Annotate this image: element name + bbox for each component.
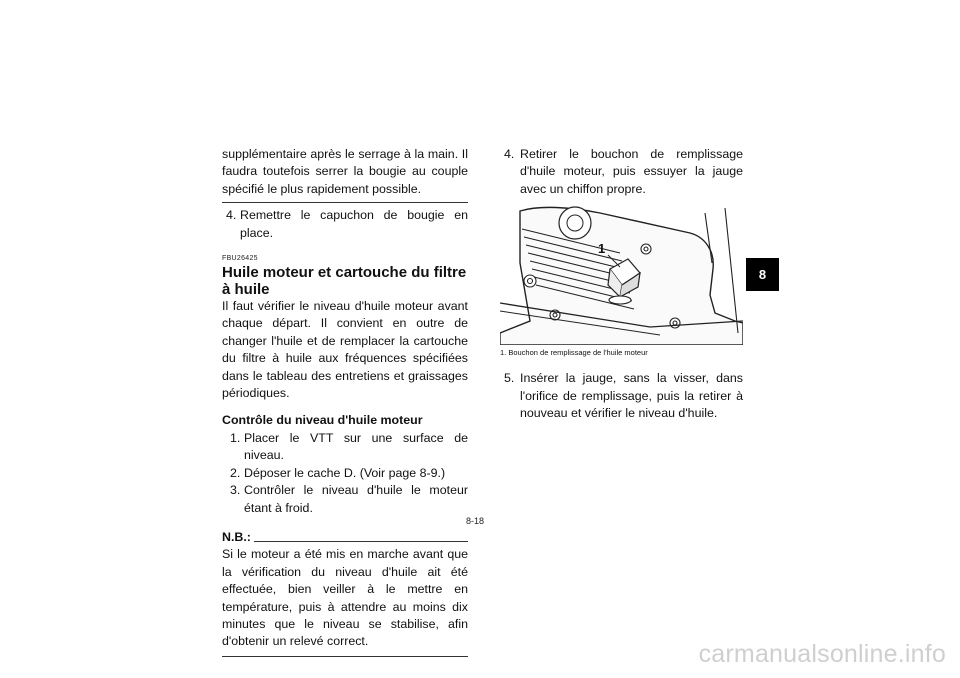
engine-illustration xyxy=(500,203,743,345)
step-number: 3. xyxy=(230,483,241,498)
left-column xyxy=(222,146,468,657)
note-rule xyxy=(254,541,468,542)
step-number: 1. xyxy=(230,430,241,445)
step-item xyxy=(222,207,468,242)
steps-list xyxy=(222,430,468,517)
step-number: 5. xyxy=(504,371,515,386)
step-text: Insérer la jauge, sans la visser, dans l'orifice de remplissage, puis la retirer à nouveau et vérifier le niveau d'huile. xyxy=(520,371,743,421)
step-text: Placer le VTT sur une surface de niveau. xyxy=(244,430,468,463)
note-text: Si le moteur a été mis en marche avant que la vérification du niveau d'huile ait été effectuée, bien veiller à le mettre en température, puis à attendre au moins dix minutes que le niveau se stabilise, afin d'obtenir un relevé correct. xyxy=(222,547,468,649)
step-item xyxy=(500,146,743,198)
step-text: Remettre le capuchon de bougie en place. xyxy=(240,208,468,240)
step-number: 4. xyxy=(504,147,515,161)
step-item xyxy=(500,370,743,422)
engine-drawing xyxy=(500,203,743,345)
step-text: Retirer le bouchon de remplissage d'huile moteur, puis essuyer la jauge avec un chiffon propre. xyxy=(520,147,743,196)
watermark-text: carmanualsonline.info xyxy=(698,640,946,668)
step-item xyxy=(222,465,468,482)
step-number: 2. xyxy=(230,465,241,480)
note-label: N.B.: xyxy=(222,529,251,544)
step-item xyxy=(222,482,468,517)
chapter-tab: 8 xyxy=(746,258,779,291)
section-paragraph: Il faut vérifier le niveau d'huile moteur avant chaque départ. Il convient en outre de changer l'huile et de remplacer la cartouche du filtre à huile aux fréquences spécifiées dans le tableau des entretiens et graissages périodiques. xyxy=(222,299,468,401)
step-text: Contrôler le niveau d'huile le moteur étant à froid. xyxy=(244,483,468,515)
divider-rule xyxy=(222,202,468,203)
step-item xyxy=(222,430,468,465)
step-text: Déposer le cache D. (Voir page 8-9.) xyxy=(244,465,446,480)
subsection-heading: Contrôle du niveau d'huile moteur xyxy=(222,413,423,428)
section-code: FBU26425 xyxy=(222,255,258,263)
page-number: 8-18 xyxy=(466,516,485,526)
section-heading: Huile moteur et cartouche du filtre à huile xyxy=(222,264,467,299)
right-column xyxy=(500,146,743,422)
note-header xyxy=(222,529,468,546)
figure-caption: 1. Bouchon de remplissage de l'huile moteur xyxy=(500,348,648,358)
step-number: 4. xyxy=(226,208,237,223)
note-end-rule xyxy=(222,656,468,657)
intro-text: supplémentaire après le serrage à la main. Il faudra toutefois serrer la bougie au couple spécifié le plus rapidement possible. xyxy=(222,147,468,196)
figure-callout: 1 xyxy=(598,241,606,257)
